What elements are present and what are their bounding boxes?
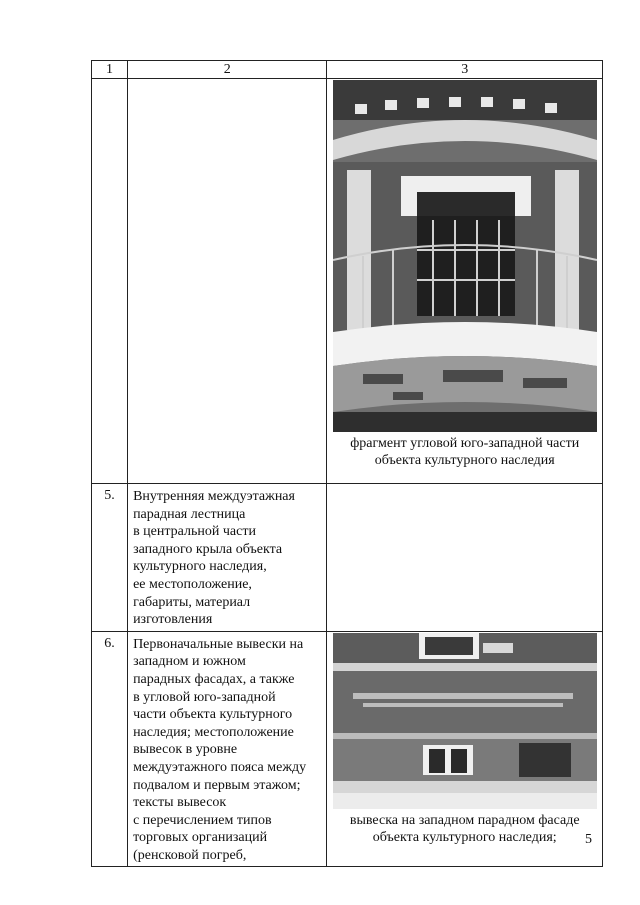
description-line: культурного наследия,: [133, 559, 267, 575]
description-line: с перечислением типов: [133, 812, 272, 828]
description-line: Первоначальные вывески на: [133, 636, 304, 652]
heritage-table: [91, 60, 603, 867]
row-description: [128, 484, 327, 632]
header-col-3: 3: [327, 61, 603, 79]
description-line: изготовления: [133, 612, 213, 628]
header-col-2: 2: [128, 61, 327, 79]
row-photo-cell: [327, 631, 603, 867]
description-line: западного крыла объекта: [133, 541, 283, 557]
description-line: габариты, материал: [133, 594, 251, 610]
row-photo-cell: [327, 79, 603, 484]
photo-facade-sign: [333, 633, 597, 809]
description-line: тексты вывесок: [133, 795, 227, 811]
description-line: парадная лестница: [133, 506, 246, 522]
table-header-row: [92, 61, 603, 79]
row-description: [128, 79, 327, 484]
row-description: [128, 631, 327, 867]
description-line: в центральной части: [133, 524, 256, 540]
description-line: (ренсковой погреб,: [133, 847, 247, 863]
description-line: подвалом и первым этажом;: [133, 777, 301, 793]
row-number: 6.: [92, 631, 128, 867]
photo-caption: фрагмент угловой юго-западной части объекта культурного наследия: [350, 436, 580, 468]
photo-corner-balcony: [333, 80, 597, 432]
description-line: наследия; местоположение: [133, 724, 294, 740]
description-line: вывесок в уровне: [133, 742, 238, 758]
page-number: 5: [585, 832, 592, 847]
description-line: торговых организаций: [133, 830, 268, 846]
table-row: [92, 484, 603, 632]
description-line: в угловой юго-западной: [133, 689, 276, 705]
description-line: междуэтажного пояса между: [133, 759, 307, 775]
description-line: части объекта культурного: [133, 707, 293, 723]
table-row: [92, 79, 603, 484]
photo-caption: вывеска на западном парадном фасаде объекта культурного наследия;: [349, 812, 580, 845]
description-line: ее местоположение,: [133, 576, 252, 592]
header-col-1: 1: [92, 61, 128, 79]
row-number: 5.: [92, 484, 128, 632]
description-line: парадных фасадах, а также: [133, 671, 295, 687]
table-row: [92, 631, 603, 867]
description-line: западном и южном: [133, 654, 246, 670]
description-line: Внутренняя междуэтажная: [133, 489, 295, 504]
row-photo-cell: [327, 484, 603, 632]
row-number: [92, 79, 128, 484]
